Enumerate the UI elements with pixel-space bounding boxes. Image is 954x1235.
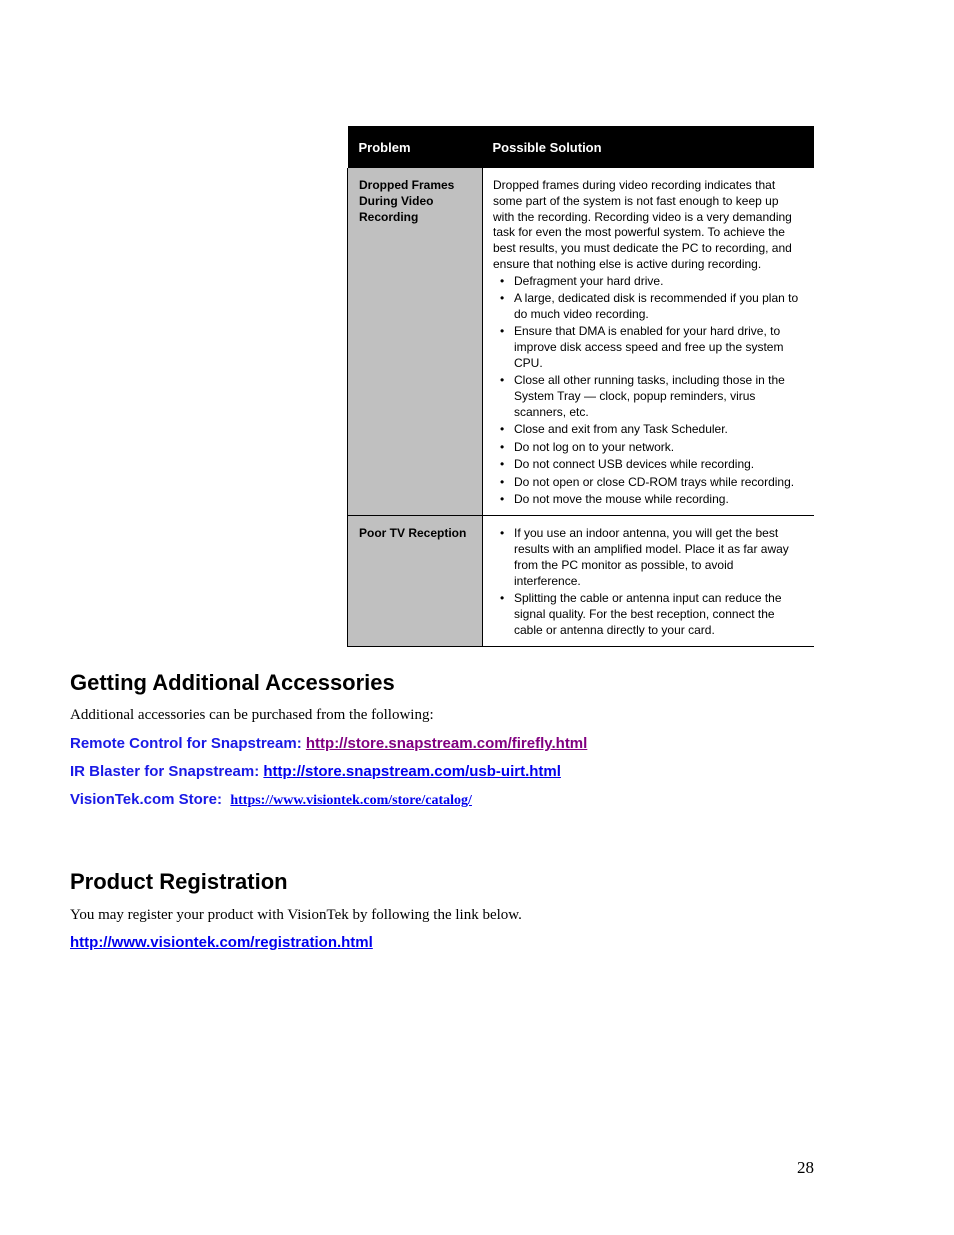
list-item: • Splitting the cable or antenna input can reduce the signal quality. For the best reception, connect the cable or antenna directly to your card. [493,591,802,638]
page-number: 28 [797,1158,814,1177]
list-item: • If you use an indoor antenna, you will get the best results with an amplified model. Place it as far away from the PC monitor as possible, to avoid interference. [493,526,802,589]
table-row [348,168,815,516]
list-item: • Do not log on to your network. [493,440,802,456]
accessories-intro: Additional accessories can be purchased from the following: [70,707,434,723]
header-problem: Problem [348,126,483,168]
solution-intro: Dropped frames during video recording indicates that some part of the system is not fast enough to keep up with the recording. Recording video is a very demanding task for even the most powerful system. To achieve the best results, you must dedicate the PC to recording, and ensure that nothing else is active during recording. [493,178,792,271]
list-item: • Do not connect USB devices while recording. [493,457,802,473]
header-possible-solution: Possible Solution [483,126,815,168]
ir-blaster-link[interactable]: http://store.snapstream.com/usb-uirt.html [263,763,561,780]
visiontek-store-link[interactable]: https://www.visiontek.com/store/catalog/ [230,793,472,808]
solution-cell [483,168,815,516]
registration-link-line [70,934,373,952]
table-header-row [348,126,815,168]
solution-bullet-list [493,526,802,638]
list-item: • Ensure that DMA is enabled for your hard drive, to improve disk access speed and free up the system CPU. [493,324,802,371]
accessory-link-line [70,791,472,810]
list-item: • Do not open or close CD-ROM trays while recording. [493,475,802,491]
registration-intro: You may register your product with VisionTek by following the link below. [70,907,522,923]
list-item: • Close and exit from any Task Scheduler. [493,422,802,438]
list-item: • Do not move the mouse while recording. [493,492,802,508]
registration-link[interactable]: http://www.visiontek.com/registration.html [70,934,373,951]
solution-cell [483,516,815,647]
accessory-link-line [70,763,561,781]
problem-cell: Poor TV Reception [348,516,483,647]
table-row [348,516,815,647]
list-item: • Defragment your hard drive. [493,274,802,290]
remote-control-link[interactable]: http://store.snapstream.com/firefly.html [305,735,588,752]
registration-heading: Product Registration [70,869,288,894]
troubleshooting-table [347,126,814,647]
accessory-link-label: VisionTek.com Store: [70,791,231,808]
solution-bullet-list [493,274,802,508]
problem-cell: Dropped Frames During Video Recording [348,168,483,516]
accessory-link-label: Remote Control for Snapstream: [70,735,306,752]
accessory-link-line [70,735,587,753]
accessory-link-label: IR Blaster for Snapstream: [70,763,264,780]
accessories-heading: Getting Additional Accessories [70,670,395,695]
list-item: • A large, dedicated disk is recommended if you plan to do much video recording. [493,291,802,323]
list-item: • Close all other running tasks, including those in the System Tray — clock, popup reminders, virus scanners, etc. [493,373,802,420]
